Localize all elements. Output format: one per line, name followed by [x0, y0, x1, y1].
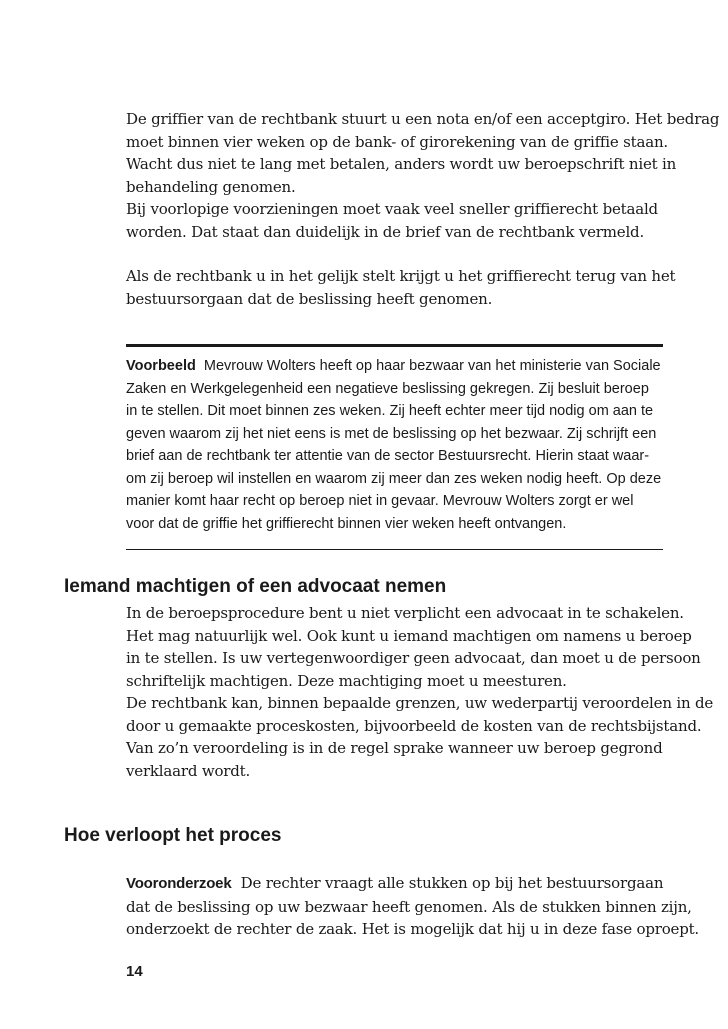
text-line: geven waarom zij het niet eens is met de beslissing op het bezwaar. Zij schrijft een — [126, 425, 657, 442]
paragraph-machtigen — [126, 602, 714, 782]
text-line: onderzoekt de rechter de zaak. Het is mogelijk dat hij u in deze fase oproept. — [126, 920, 699, 938]
text-line: worden. Dat staat dan duidelijk in de brief van de rechtbank vermeld. — [126, 222, 645, 241]
text-line: bestuursorgaan dat de beslissing heeft genomen. — [126, 289, 493, 308]
text-line: door u gemaakte proceskosten, bijvoorbeeld de kosten van de rechtsbijstand. — [126, 716, 702, 735]
text-line — [126, 872, 666, 896]
text-line: voor dat de griffie het griffierecht binnen vier weken heeft ontvangen. — [126, 515, 567, 532]
text-line: manier komt haar recht op beroep niet in gevaar. Mevrouw Wolters zorgt er wel — [126, 493, 634, 509]
text-line: Bij voorlopige voorzieningen moet vaak veel sneller griffierecht betaald — [126, 200, 658, 218]
text-line: Zaken en Werkgelegenheid een negatieve beslissing gekregen. Zij besluit beroep — [126, 380, 649, 397]
text-line: Het mag natuurlijk wel. Ook kunt u iemand machtigen om namens u beroep — [126, 626, 692, 645]
text-line: Van zo’n veroordeling is in de regel sprake wanneer uw beroep gegrond — [126, 739, 663, 757]
example-top-rule — [126, 344, 663, 347]
text-line: De rechtbank kan, binnen bepaalde grenzen, uw wederpartij veroordelen in de — [126, 694, 714, 712]
text-line: dat de beslissing op uw bezwaar heeft genomen. Als de stukken binnen zijn, — [126, 897, 692, 916]
text-line: in te stellen. Is uw vertegenwoordiger geen advocaat, dan moet u de persoon — [126, 649, 701, 667]
section-heading-proces: Hoe verloopt het proces — [64, 825, 282, 846]
paragraph-griffierecht-refund — [126, 265, 676, 310]
text-line: Als de rechtbank u in het gelijk stelt krijgt u het griffierecht terug van het — [126, 267, 676, 285]
example-bottom-rule — [126, 549, 663, 550]
text-line: Wacht dus niet te lang met betalen, anders wordt uw beroepschrift niet in — [126, 155, 677, 173]
vooronderzoek-label: Vooronderzoek — [126, 875, 232, 892]
paragraph-griffierecht-payment — [126, 108, 720, 243]
page-number: 14 — [126, 963, 143, 980]
text-line: behandeling genomen. — [126, 177, 296, 196]
example-label: Voorbeeld — [126, 358, 196, 374]
vooronderzoek-first-line: De rechter vraagt alle stukken op bij het bestuursorgaan — [240, 874, 664, 892]
text-line: In de beroepsprocedure bent u niet verplicht een advocaat in te schakelen. — [126, 604, 684, 622]
text-line: schriftelijk machtigen. Deze machtiging moet u meesturen. — [126, 671, 567, 690]
text-line: verklaard wordt. — [126, 761, 251, 780]
text-line: De griffier van de rechtbank stuurt u een nota en/of een acceptgiro. Het bedrag — [126, 110, 720, 128]
text-line: moet binnen vier weken op de bank- of girorekening van de griffie staan. — [126, 132, 668, 151]
text-line — [126, 355, 666, 378]
text-line: brief aan de rechtbank ter attentie van de sector Bestuursrecht. Hierin staat waar- — [126, 448, 650, 464]
section-heading-machtigen: Iemand machtigen of een advocaat nemen — [64, 576, 447, 597]
example-first-line: Mevrouw Wolters heeft op haar bezwaar van het ministerie van Sociale — [203, 358, 661, 374]
text-line: in te stellen. Dit moet binnen zes weken. Zij heeft echter meer tijd nodig om aan te — [126, 403, 654, 419]
text-line: om zij beroep wil instellen en waarom zij meer dan zes weken nodig heeft. Op deze — [126, 470, 662, 487]
paragraph-vooronderzoek — [126, 872, 699, 941]
example-box — [126, 355, 666, 535]
